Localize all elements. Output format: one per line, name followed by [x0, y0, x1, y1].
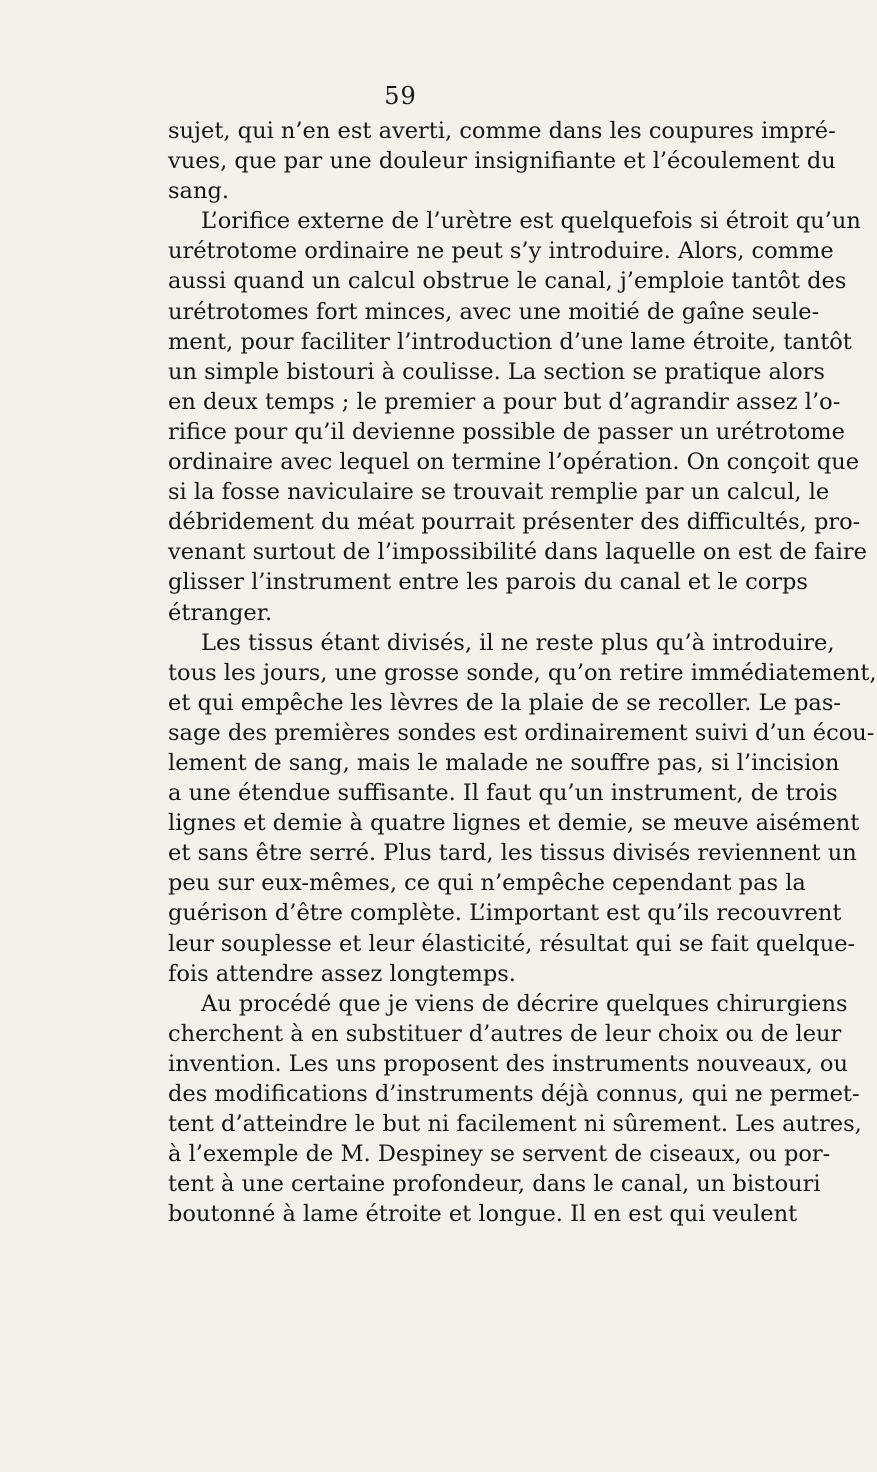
text-line: et sans être serré. Plus tard, les tissus divisés reviennent un	[168, 840, 857, 867]
text-line: tent d’atteindre le but ni facilement ni sûrement. Les autres,	[168, 1111, 862, 1138]
text-line: invention. Les uns proposent des instruments nouveaux, ou	[168, 1050, 848, 1077]
text-line: étranger.	[168, 599, 273, 626]
text-line: fois attendre assez longtemps.	[168, 960, 516, 987]
text-line: sage des premières sondes est ordinairement suivi d’un écou-	[168, 719, 875, 746]
text-line: tous les jours, une grosse sonde, qu’on retire immédiatement,	[168, 659, 877, 686]
text-line: urétrotome ordinaire ne peut s’y introduire. Alors, comme	[168, 238, 834, 265]
text-line: si la fosse naviculaire se trouvait remplie par un calcul, le	[168, 479, 830, 506]
text-line: lignes et demie à quatre lignes et demie, se meuve aisément	[168, 810, 860, 837]
text-line: vues, que par une douleur insignifiante et l’écoulement du	[168, 148, 836, 175]
text-line: leur souplesse et leur élasticité, résultat qui se fait quelque-	[168, 930, 856, 957]
text-line: et qui empêche les lèvres de la plaie de se recoller. Le pas-	[168, 689, 841, 716]
text-line: à l’exemple de M. Despiney se servent de ciseaux, ou por-	[168, 1141, 831, 1168]
text-line: rifice pour qu’il devienne possible de passer un urétrotome	[168, 418, 845, 445]
text-line: peu sur eux-mêmes, ce qui n’empêche cependant pas la	[168, 870, 806, 897]
text-line: urétrotomes fort minces, avec une moitié de gaîne seule-	[168, 298, 820, 325]
text-line: un simple bistouri à coulisse. La section se pratique alors	[168, 358, 825, 385]
text-line: glisser l’instrument entre les parois du canal et le corps	[168, 569, 808, 596]
text-line: tent à une certaine profondeur, dans le canal, un bistouri	[168, 1171, 821, 1198]
text-line: sujet, qui n’en est averti, comme dans les coupures impré-	[168, 118, 836, 144]
text-line: venant surtout de l’impossibilité dans laquelle on est de faire	[168, 539, 867, 566]
text-line: a une étendue suffisante. Il faut qu’un instrument, de trois	[168, 780, 838, 807]
text-line: ordinaire avec lequel on termine l’opération. On conçoit que	[168, 449, 860, 476]
text-line: débridement du méat pourrait présenter des difficultés, pro-	[168, 509, 861, 536]
text-line: Au procédé que je viens de décrire quelques chirurgiens	[201, 990, 848, 1017]
body-text	[168, 116, 877, 1229]
text-line: ment, pour faciliter l’introduction d’une lame étroite, tantôt	[168, 328, 852, 355]
text-line: Les tissus étant divisés, il ne reste plus qu’à introduire,	[201, 629, 835, 656]
text-line: sang.	[168, 178, 230, 205]
text-line: des modifications d’instruments déjà connus, qui ne permet-	[168, 1081, 860, 1107]
text-line: aussi quand un calcul obstrue le canal, j’emploie tantôt des	[168, 268, 847, 295]
text-line: L’orifice externe de l’urètre est quelquefois si étroit qu’un	[201, 208, 861, 235]
text-line: guérison d’être complète. L’important est qu’ils recouvrent	[168, 900, 842, 927]
text-line: en deux temps ; le premier a pour but d’agrandir assez l’o-	[168, 388, 841, 415]
page-number: 59	[384, 82, 417, 110]
text-line: boutonné à lame étroite et longue. Il en est qui veulent	[168, 1201, 798, 1228]
text-line: lement de sang, mais le malade ne souffre pas, si l’incision	[168, 749, 840, 776]
text-line: cherchent à en substituer d’autres de leur choix ou de leur	[168, 1020, 842, 1047]
